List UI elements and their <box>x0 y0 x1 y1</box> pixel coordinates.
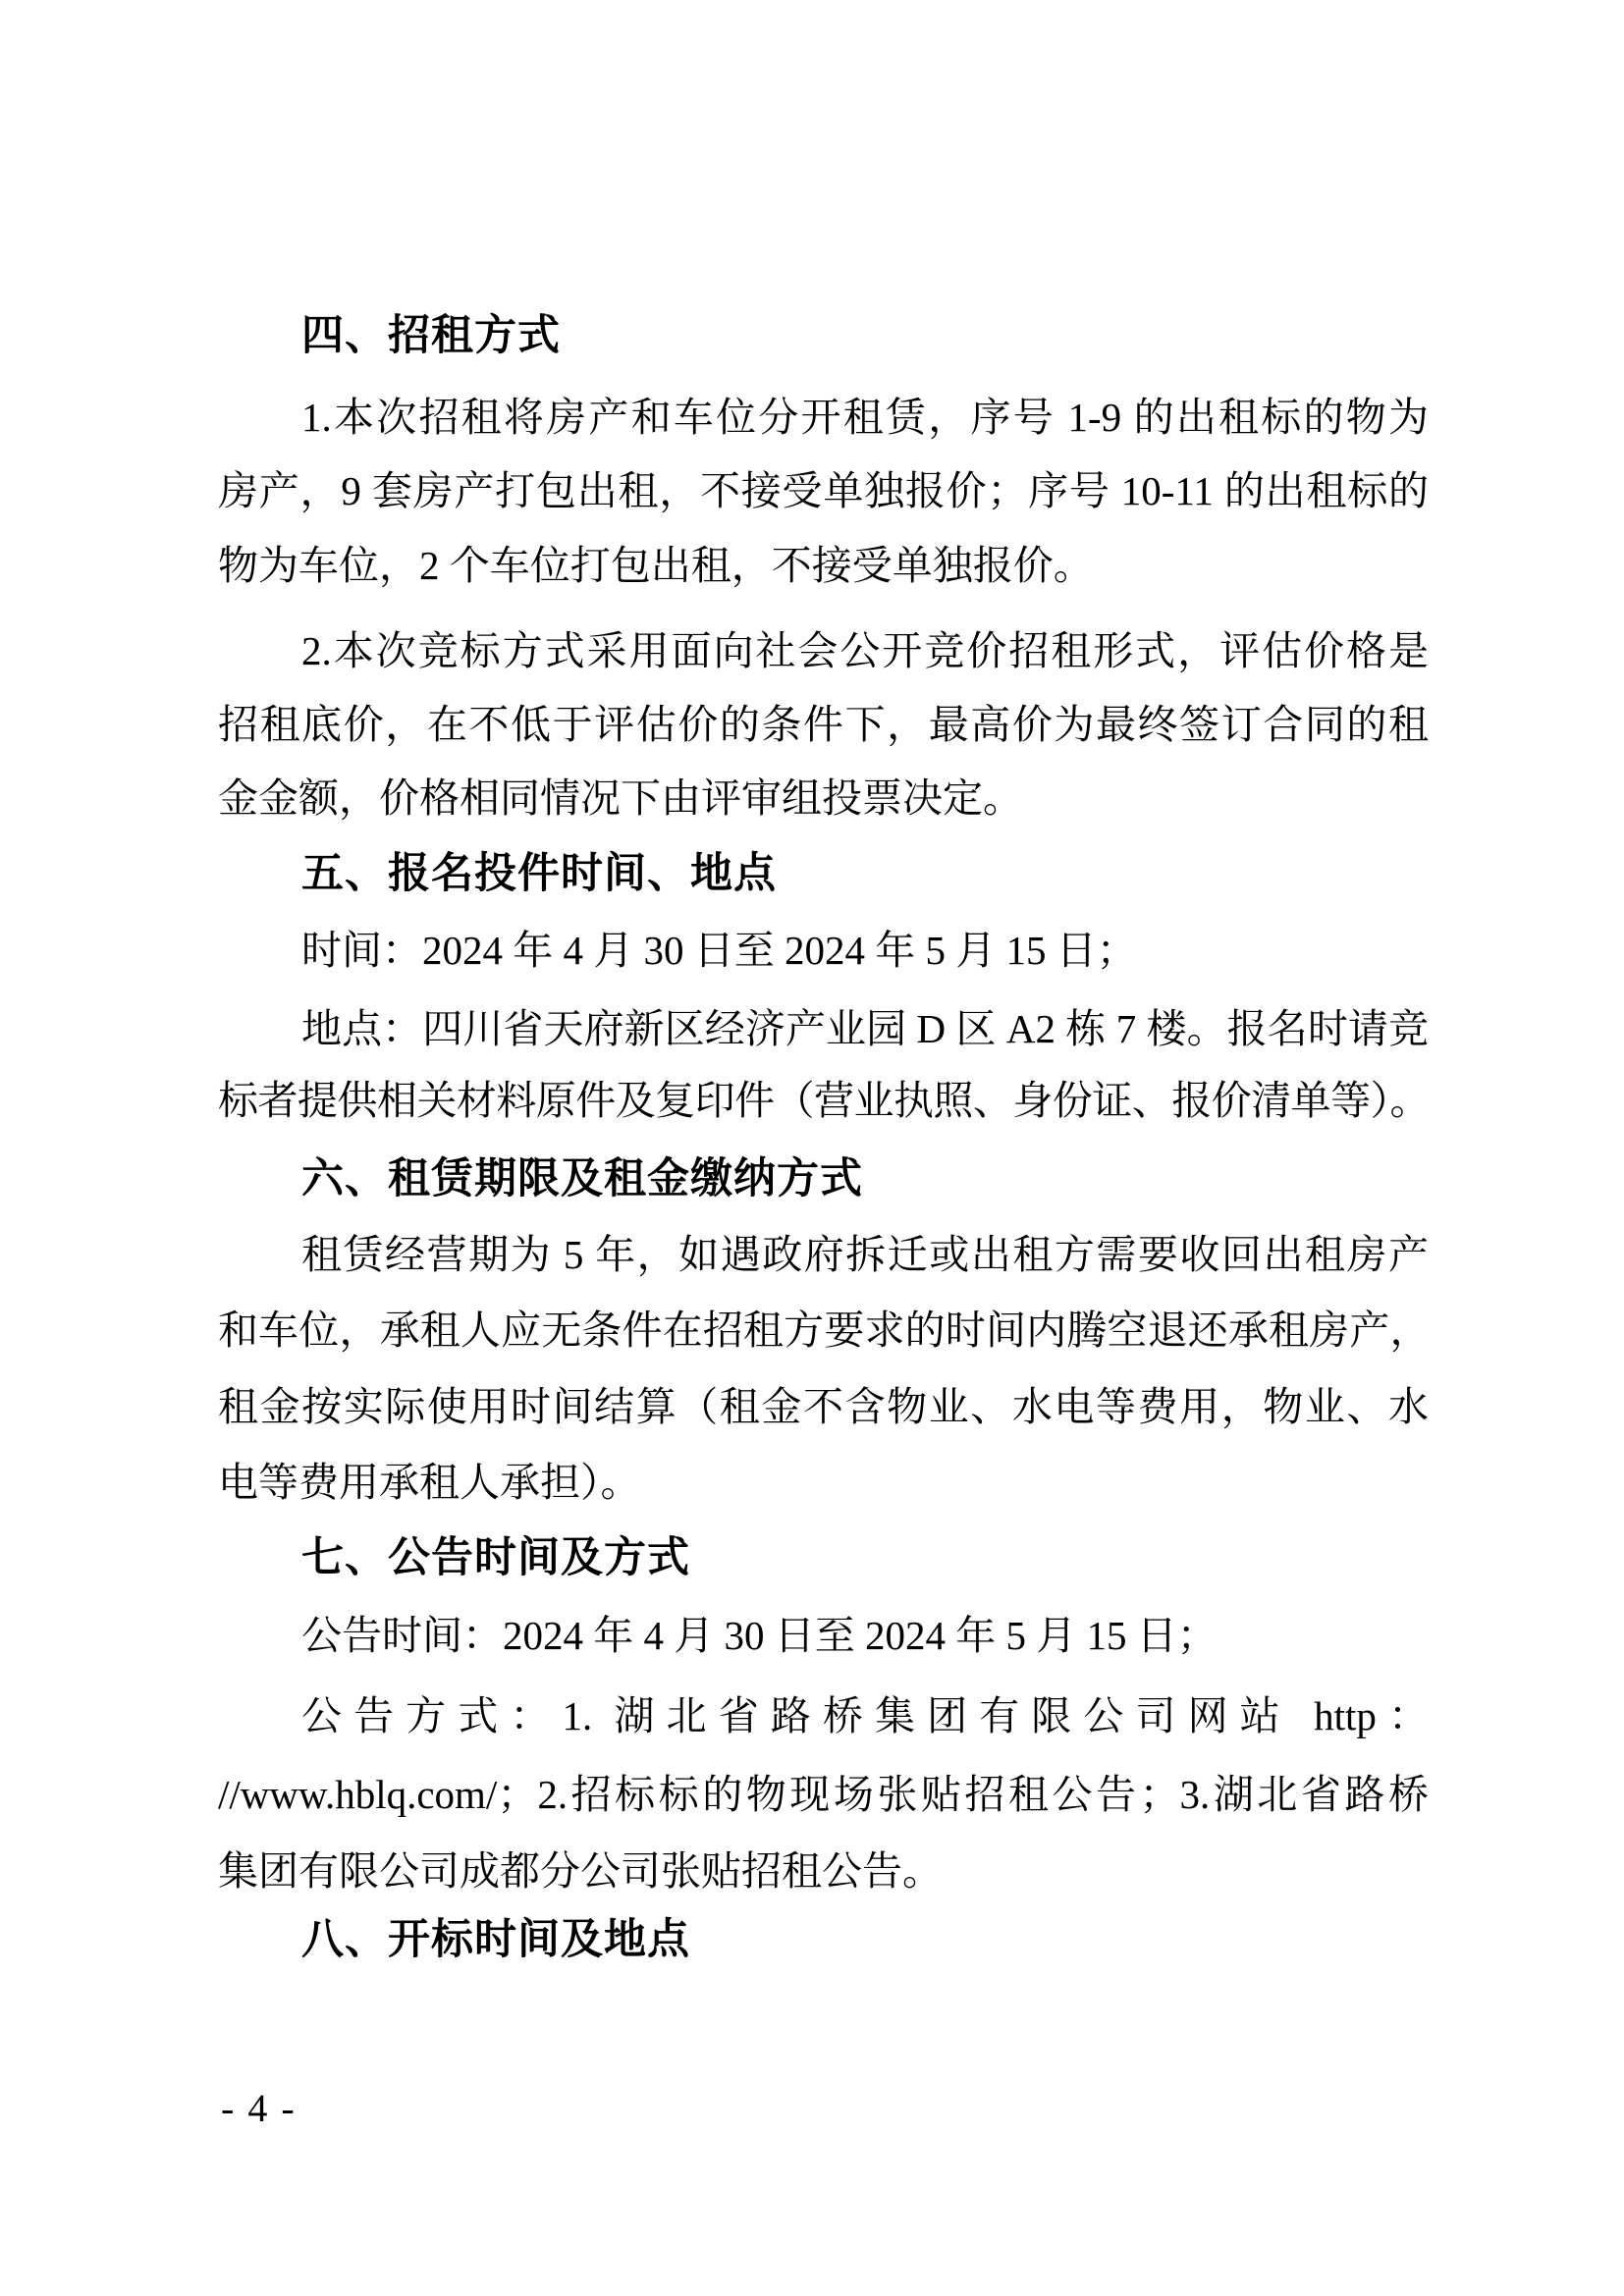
section-heading-7: 七、公告时间及方式 <box>301 1534 690 1581</box>
paragraph-line: 电等费用承租人承担）。 <box>218 1460 641 1505</box>
paragraph-line: 金金额，价格相同情况下由评审组投票决定。 <box>218 775 1023 821</box>
paragraph-line: 标者提供相关材料原件及复印件（营业执照、身份证、报价清单等）。 <box>218 1078 1429 1123</box>
section-heading-8: 八、开标时间及地点 <box>301 1916 690 1963</box>
paragraph-line: 1.本次招租将房产和车位分开租赁，序号 1-9 的出租标的物为 <box>301 395 1429 440</box>
paragraph-line: 公告方式：1. 湖北省路桥集团有限公司网站 http： <box>301 1693 1429 1738</box>
section-heading-4: 四、招租方式 <box>301 312 561 359</box>
paragraph-line: 租赁经营期为 5 年，如遇政府拆迁或出租方需要收回出租房产 <box>301 1232 1429 1277</box>
paragraph-line: 和车位，承租人应无条件在招租方要求的时间内腾空退还承租房产， <box>218 1308 1429 1353</box>
paragraph-line: 公告时间：2024 年 4 月 30 日至 2024 年 5 月 15 日； <box>301 1613 1218 1658</box>
paragraph-line: //www.hblq.com/；2.招标标的物现场张贴招租公告；3.湖北省路桥 <box>218 1772 1429 1817</box>
section-heading-6: 六、租赁期限及租金缴纳方式 <box>301 1155 863 1202</box>
paragraph-line: 时间：2024 年 4 月 30 日至 2024 年 5 月 15 日； <box>301 928 1137 973</box>
paragraph-line: 租金按实际使用时间结算（租金不含物业、水电等费用，物业、水 <box>218 1384 1429 1429</box>
paragraph-line: 集团有限公司成都分公司张贴招租公告。 <box>218 1848 943 1894</box>
paragraph-line: 房产，9 套房产打包出租，不接受单独报价；序号 10-11 的出租标的 <box>218 468 1429 513</box>
paragraph-line: 2.本次竞标方式采用面向社会公开竞价招租形式，评估价格是 <box>301 628 1429 673</box>
paragraph-line: 招租底价，在不低于评估价的条件下，最高价为最终签订合同的租 <box>218 702 1429 747</box>
paragraph-line: 物为车位，2 个车位打包出租，不接受单独报价。 <box>218 543 1094 588</box>
page-number: - 4 - <box>221 2086 297 2130</box>
paragraph-line: 地点：四川省天府新区经济产业园 D 区 A2 栋 7 楼。报名时请竞 <box>301 1006 1429 1051</box>
section-heading-5: 五、报名投件时间、地点 <box>301 850 777 897</box>
